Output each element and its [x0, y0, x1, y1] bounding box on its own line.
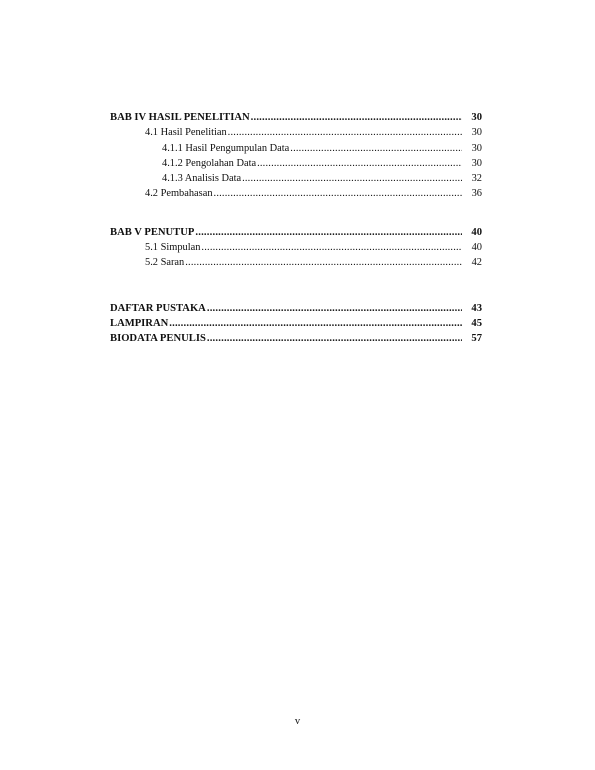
dot-leader [214, 186, 462, 201]
dot-leader [257, 156, 462, 171]
dot-leader [207, 331, 462, 346]
dot-leader [251, 110, 462, 125]
toc-entry-page: 40 [471, 226, 482, 238]
page-number: v [294, 716, 301, 727]
toc-entry-title: 4.1 Hasil Penelitian [145, 127, 227, 139]
toc-entry-title: BAB IV HASIL PENELITIAN [110, 112, 250, 123]
toc-entry-4-1 [110, 125, 482, 140]
toc-entry-4-1-1 [110, 141, 482, 156]
toc-entry-title: 4.1.3 Analisis Data [162, 173, 242, 185]
toc-entry-title: 4.1.1 Hasil Pengumpulan Data [162, 142, 290, 154]
toc-entry-page: 30 [471, 127, 482, 139]
dot-leader [201, 240, 462, 255]
toc-entry-page: 45 [471, 317, 482, 329]
toc-entry-biodata-penulis [110, 331, 482, 346]
dot-leader [207, 301, 462, 316]
toc-entry-title: DAFTAR PUSTAKA [110, 302, 206, 314]
table-of-contents [110, 110, 482, 347]
toc-entry-title: LAMPIRAN [110, 317, 169, 329]
toc-entry-4-2 [110, 186, 482, 201]
toc-entry-daftar-pustaka [110, 301, 482, 316]
toc-entry-page: 42 [471, 257, 482, 269]
toc-entry-title: BIODATA PENULIS [110, 333, 206, 345]
toc-entry-lampiran [110, 316, 482, 331]
toc-entry-4-1-2 [110, 156, 482, 171]
toc-entry-title: 5.2 Saran [145, 257, 185, 269]
toc-entry-page: 43 [471, 302, 482, 314]
toc-entry-5-2 [110, 255, 482, 270]
toc-entry-title: BAB V PENUTUP [110, 226, 195, 238]
toc-entry-bab-5 [110, 225, 482, 240]
toc-entry-page: 30 [471, 112, 482, 123]
toc-entry-page: 57 [471, 333, 482, 345]
section-gap [110, 202, 482, 225]
toc-entry-page: 40 [471, 242, 482, 254]
dot-leader [242, 171, 462, 186]
dot-leader [195, 225, 462, 240]
toc-entry-title: 4.2 Pembahasan [145, 188, 213, 200]
dot-leader [290, 141, 462, 156]
toc-entry-title: 5.1 Simpulan [145, 242, 201, 254]
toc-entry-5-1 [110, 240, 482, 255]
toc-entry-page: 36 [471, 188, 482, 200]
toc-entry-4-1-3 [110, 171, 482, 186]
toc-entry-page: 32 [471, 173, 482, 185]
dot-leader [228, 125, 462, 140]
toc-entry-page: 30 [471, 157, 482, 169]
section-gap [110, 271, 482, 301]
toc-entry-bab-4 [110, 110, 482, 125]
dot-leader [185, 255, 462, 270]
toc-entry-page: 30 [471, 142, 482, 154]
toc-entry-title: 4.1.2 Pengolahan Data [162, 157, 257, 169]
dot-leader [169, 316, 462, 331]
